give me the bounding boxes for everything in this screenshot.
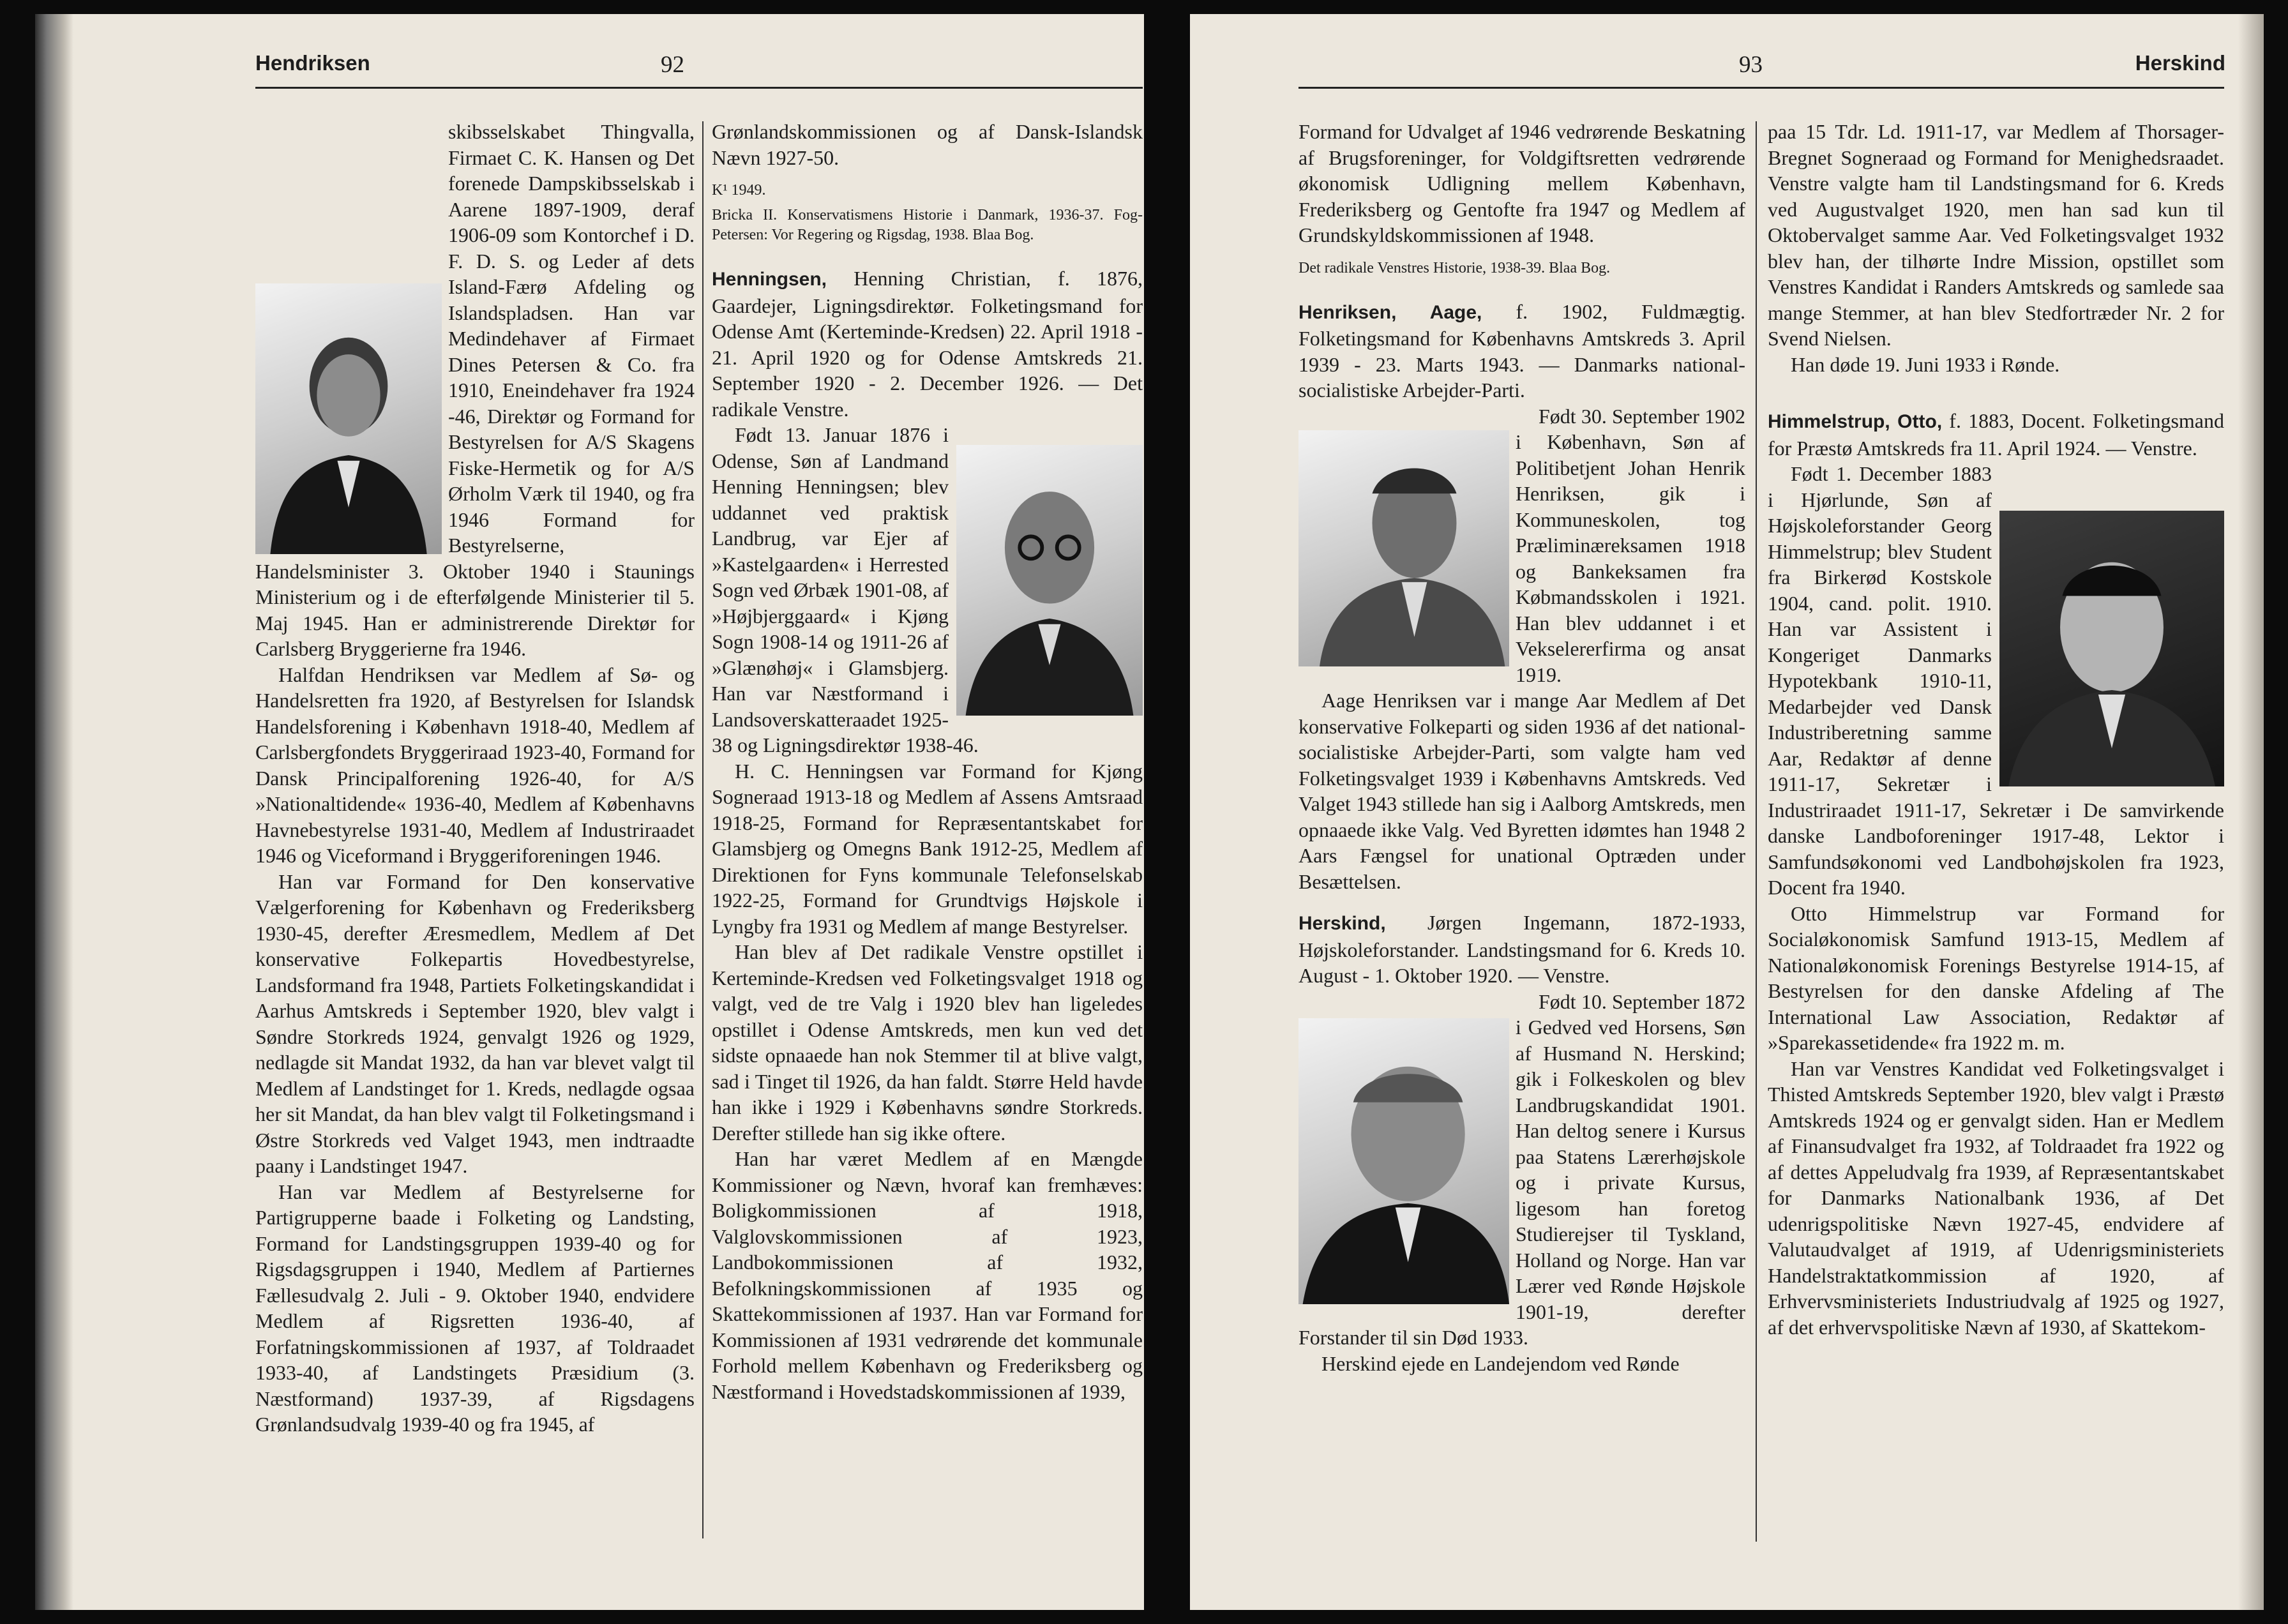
entry-heading-text: Jørgen Ingemann, 1872-1933, Højskoleforstander. Landstingsmand for 6. Kreds 10. August - 1. Oktober 1920. — Venstre. [1298,911,1745,987]
right-page-number: 93 [1739,52,1763,78]
paragraph: Han var Formand for Den konservative Vælgerforening for København og Frederiksberg 1930-45, derefter Æresmedlem, Medlem af Det konservative Folkepartis Hovedbestyrelse, Landsformand fra 1948, Partiets Folketingskandidat i Aarhus Amtskreds i September 1920, blev valgt i Søndre Storkreds 1924, genvalgt 1926 og 1929, nedlagde sit Mandat 1932, da han var blevet valgt til Medlem af Landstinget for 1. Kreds, nedlagde ogsaa her sit Mandat, da han blev valgt til Folketingsmand i Østre Storkreds ved Valget 1943, men indtraadte paany i Landstinget 1947. [255,869,695,1177]
birth-paragraph [712,422,1143,758]
entry-name: Himmelstrup, Otto, [1768,411,1943,432]
birth-paragraph [1298,989,1745,1351]
left-header-rule [255,87,1143,89]
left-column-1 [255,119,695,1438]
paragraph-text: skibsselskabet Thingvalla, Firmaet C. K. Hansen og Det forenede Dampskibsselskab i Aarene 1897-1909, deraf 1906-09 som Kontorchef i D. F. D. S. og Leder af dets Island-Færø Afdeling og Islandspladsen. Han var Medindehaver af Firmaet Dines Petersen & Co. fra 1910, Eneindehaver fra 1924 -46, Direktør og Formand for Bestyrelsen for A/S Skagens Fiske-Hermetik og for A/S Ørholm Værk til 1940, og fra 1946 Formand for Bestyrelserne, Handelsminister 3. Oktober 1940 i Staunings Ministerium og i de efterfølgende Ministerier til 5. Maj 1945. Han er administrerende Direktør for Carlsberg Bryggerierne fra 1946. [255,120,695,660]
paragraph: Grønlandskommissionen og af Dansk-Islandsk Nævn 1927-50. [712,120,1143,169]
portrait-figure-icon [956,445,1143,716]
book-spine-edge [35,14,73,1610]
portrait-aage-henriksen [1298,430,1509,666]
entry-heading-text: f. 1902, Fuldmægtig. Folketingsmand for Københavns Amtskreds 3. April 1939 - 23. Marts 1943. — Danmarks national-socialistiske Arbejder-Parti. [1298,299,1745,402]
paragraph: Han blev af Det radikale Venstre opstillet i Kerteminde-Kredsen ved Folketingsvalget 1918 og valgt, ved de tre Valg i 1920 blev han ligeledes opstillet i Odense Amtskreds, men kun ved det sidste opnaaede han nok Stemmer til at blive valgt, sad i Tinget til 1926, da han faldt. Større Held havde han ikke i 1929 i Københavns søndre Storkreds. Derefter stillede han sig ikke oftere. [712,940,1143,1145]
paragraph-text: Født 13. Januar 1876 i Odense, Søn af Landmand Henning Henningsen; blev uddannet ved praktisk Landbrug, var Ejer af »Kastelgaarden« i Herrested Sogn ved Ørbæk 1901-08, af »Højbjerggaard« i Kjøng Sogn 1908-14 og 1911-26 af »Glænøhøj« i Glamsbjerg. Han var Næstformand i Landsoverskatteraadet 1925-38 og Ligningsdirektør 1938-46. [712,423,979,756]
paragraph: Aage Henriksen var i mange Aar Medlem af Det konservative Folkeparti og siden 1936 af det national-socialistiske Arbejder-Parti, som valgte ham ved Folketingsvalget 1939 i Københavns Amtskreds. Ved Valget 1943 stillede han sig i Aalborg Amtskreds, men opnaaede ikke Valg. Ved Byretten idømtes han 1948 2 Aars Fængsel for unational Optræden under Besættelsen. [1298,689,1745,893]
entry-heading-herskind [1298,910,1745,989]
page-edge-shadow [2238,14,2264,1610]
source-note: Det radikale Venstres Historie, 1938-39. Blaa Bog. [1298,259,1611,276]
left-page-number: 92 [661,52,684,78]
left-page [35,14,1144,1610]
entry-heading-text: Henning Christian, f. 1876, Gaardejer, Ligningsdirektør. Folketingsmand for Odense Amt (Kerteminde-Kredsen) 22. April 1918 - 21. April 1920 og for Odense Amtskreds 21. September 1920 - 2. December 1926. — Det radikale Venstre. [712,267,1143,421]
paragraph: Han var Medlem af Bestyrelserne for Partigrupperne baade i Folketing og Landsting, Formand for Landstingsgruppen 1939-40 og for Rigsdagsgruppen i 1940, Medlem af Partiernes Fællesudvalg 2. Juli - 9. Oktober 1940, endvidere Medlem af Rigsretten 1936-40, af Forfatningskommissionen af 1937, af Toldraadet 1933-40, af Landstingets Præsidium (3. Næstformand) 1937-39, af Rigsdagens Grønlandsudvalg 1939-40 og fra 1945, af [255,1180,695,1436]
left-running-head: Hendriksen [255,51,370,75]
paragraph: Han var Venstres Kandidat ved Folketingsvalget i Thisted Amtskreds September 1920, blev valgt i Præstø Amtskreds 1924 og er genvalgt siden. Han er Medlem af Finansudvalget fra 1932, af Toldraadet fra 1922 og af dettes Appeludvalg fra 1939, af Repræsentantskabet for Danmarks Nationalbank 1936, af Det udenrigspolitiske Nævn 1927-45, endvidere af Valutaudvalget af 1919, af Udenrigsministeriets Handelstraktatkommission af 1920, af Erhvervsministeriets Industriudvalg af 1925 og 1927, af det erhvervspolitiske Nævn af 1930, af Skattekom- [1768,1056,2224,1339]
portrait-henning-henningsen [956,445,1143,716]
paragraph: Han har været Medlem af en Mængde Kommissioner og Nævn, hvoraf kan fremhæves: Boligkommissionen af 1918, Valglovskommissionen af 1923, Landbokommissionen af 1932, Befolkningskommissionen af 1935 og Skattekommissionen af 1937. Han var Formand for Kommissionen af 1931 vedrørende det kommunale Forhold mellem København og Frederiksberg og Næstformand i Hovedstadskommissionen af 1939, [712,1147,1143,1403]
right-header-rule [1298,87,2224,89]
portrait-halfdan-hendriksen [255,283,442,554]
right-column-2 [1768,119,2224,1340]
right-running-head: Herskind [2135,51,2225,75]
column-divider [702,121,704,1538]
column-divider [1756,121,1757,1542]
hendriksen-paragraph [255,119,695,662]
portrait-figure-icon [1298,430,1509,666]
right-page [1190,14,2264,1610]
left-column-2 [712,119,1143,1404]
entry-heading-text: f. 1883, Docent. Folketingsmand for Præstø Amtskreds fra 11. April 1924. — Venstre. [1768,409,2224,460]
paragraph: Formand for Udvalget af 1946 vedrørende Beskatning af Brugsforeninger, for Voldgiftsretten vedrørende økonomisk Udligning mellem København, Frederiksberg og Gentofte fra 1947 og Medlem af Grundskyldskommissionen af 1948. [1298,120,1745,246]
entry-name: Henningsen, [712,269,827,290]
right-column-1 [1298,119,1745,1376]
decoration-line: K¹ 1949. [712,182,766,199]
portrait-jorgen-herskind [1298,1018,1509,1304]
portrait-figure-icon [255,283,442,554]
portrait-figure-icon [1999,511,2224,786]
entry-name: Henriksen, Aage, [1298,301,1482,323]
source-note: Bricka II. Konservatismens Historie i Danmark, 1936-37. Fog-Petersen: Vor Regering og Rigsdag, 1938. Blaa Bog. [712,207,1143,243]
paragraph-text: Født 10. September 1872 i Gedved ved Horsens, Søn af Husmand N. Herskind; gik i Folkeskolen og blev Landbrugskandidat 1901. Han deltog senere i Kursus paa Statens Lærerhøjskole og i private Kursus, ligesom han foretog Studierejser til Tyskland, Holland og Norge. Han var Lærer ved Rønde Højskole 1901-19, derefter Forstander til sin Død 1933. [1298,989,1745,1349]
paragraph-text: Født 30. September 1902 i København, Søn af Politibetjent Johan Henrik Henriksen, gik i Kommuneskolen, tog Præliminæreksamen 1918 og Bankeksamen fra Købmandsskolen i 1921. Han blev uddannet i et Vekselererfirma og ansat 1919. [1516,404,1745,686]
paragraph: Herskind ejede en Landejendom ved Rønde [1321,1351,1680,1375]
entry-heading-himmelstrup [1768,408,2224,461]
entry-name: Herskind, [1298,913,1386,934]
birth-paragraph [1768,461,2224,901]
entry-heading-henriksen [1298,299,1745,403]
paragraph: Han døde 19. Juni 1933 i Rønde. [1791,352,2060,376]
paragraph-text: Født 1. December 1883 i Hjørlunde, Søn af Højskoleforstander Georg Himmelstrup; blev Student fra Birkerød Kostskole 1904, cand. polit. 1910. Han var Assistent i Kongeriget Danmarks Hypotekbank 1910-11, Medarbejder ved Dansk Industriberetning samme Aar, Redaktør af denne 1911-17, Sekretær i Industriraadet 1911-17, Sekretær i De samvirkende danske Landboforeninger 1917-48, Lektor i Samfundsøkonomi ved Landbohøjskolen fra 1923, Docent fra 1940. [1768,462,2224,899]
entry-heading-henningsen [712,266,1143,422]
paragraph: H. C. Henningsen var Formand for Kjøng Sogneraad 1913-18 og Medlem af Assens Amtsraad 1918-25, Formand for Repræsentantskabet for Glamsbjerg og Omegns Bank 1912-25, Medlem af Direktionen for Fyns kommunale Telefonselskab 1922-25, Formand for Grundtvigs Højskole i Lyngby fra 1931 og Medlem af mange Bestyrelser. [712,759,1143,938]
paragraph: Halfdan Hendriksen var Medlem af Sø- og Handelsretten fra 1920, af Bestyrelsen for Islandsk Handelsforening i København 1918-40, Medlem af Carlsbergfondets Bryggeriraad 1923-40, Formand for Dansk Principalforening 1926-40, for A/S »Nationaltidende« 1936-40, Medlem af Københavns Havnebestyrelse 1931-40, Medlem af Industriraadet 1946 og Viceformand i Bryggeriforeningen 1946. [255,663,695,867]
birth-paragraph [1298,403,1745,688]
portrait-otto-himmelstrup [1999,511,2224,786]
paragraph: paa 15 Tdr. Ld. 1911-17, var Medlem af Thorsager-Bregnet Sogneraad og Formand for Menighedsraadet. Venstre valgte ham til Landstingsmand for 6. Kreds ved Augustvalget 1920, men han sad kun til Oktobervalget samme Aar. Ved Folketingsvalget 1932 blev han, der tilhørte Indre Mission, opstillet som Venstres Kandidat i Randers Amtskreds og samlede saa mange Stemmer, at han blev Stedfortræder Nr. 2 for Svend Nielsen. [1768,120,2224,350]
paragraph: Otto Himmelstrup var Formand for Socialøkonomisk Samfund 1913-15, Medlem af Nationaløkonomisk Forenings Bestyrelse 1914-15, af Bestyrelsen for den danske Afdeling af The International Law Association, Redaktør af »Sparekassetidende« fra 1922 m. m. [1768,901,2224,1054]
portrait-figure-icon [1298,1018,1509,1304]
